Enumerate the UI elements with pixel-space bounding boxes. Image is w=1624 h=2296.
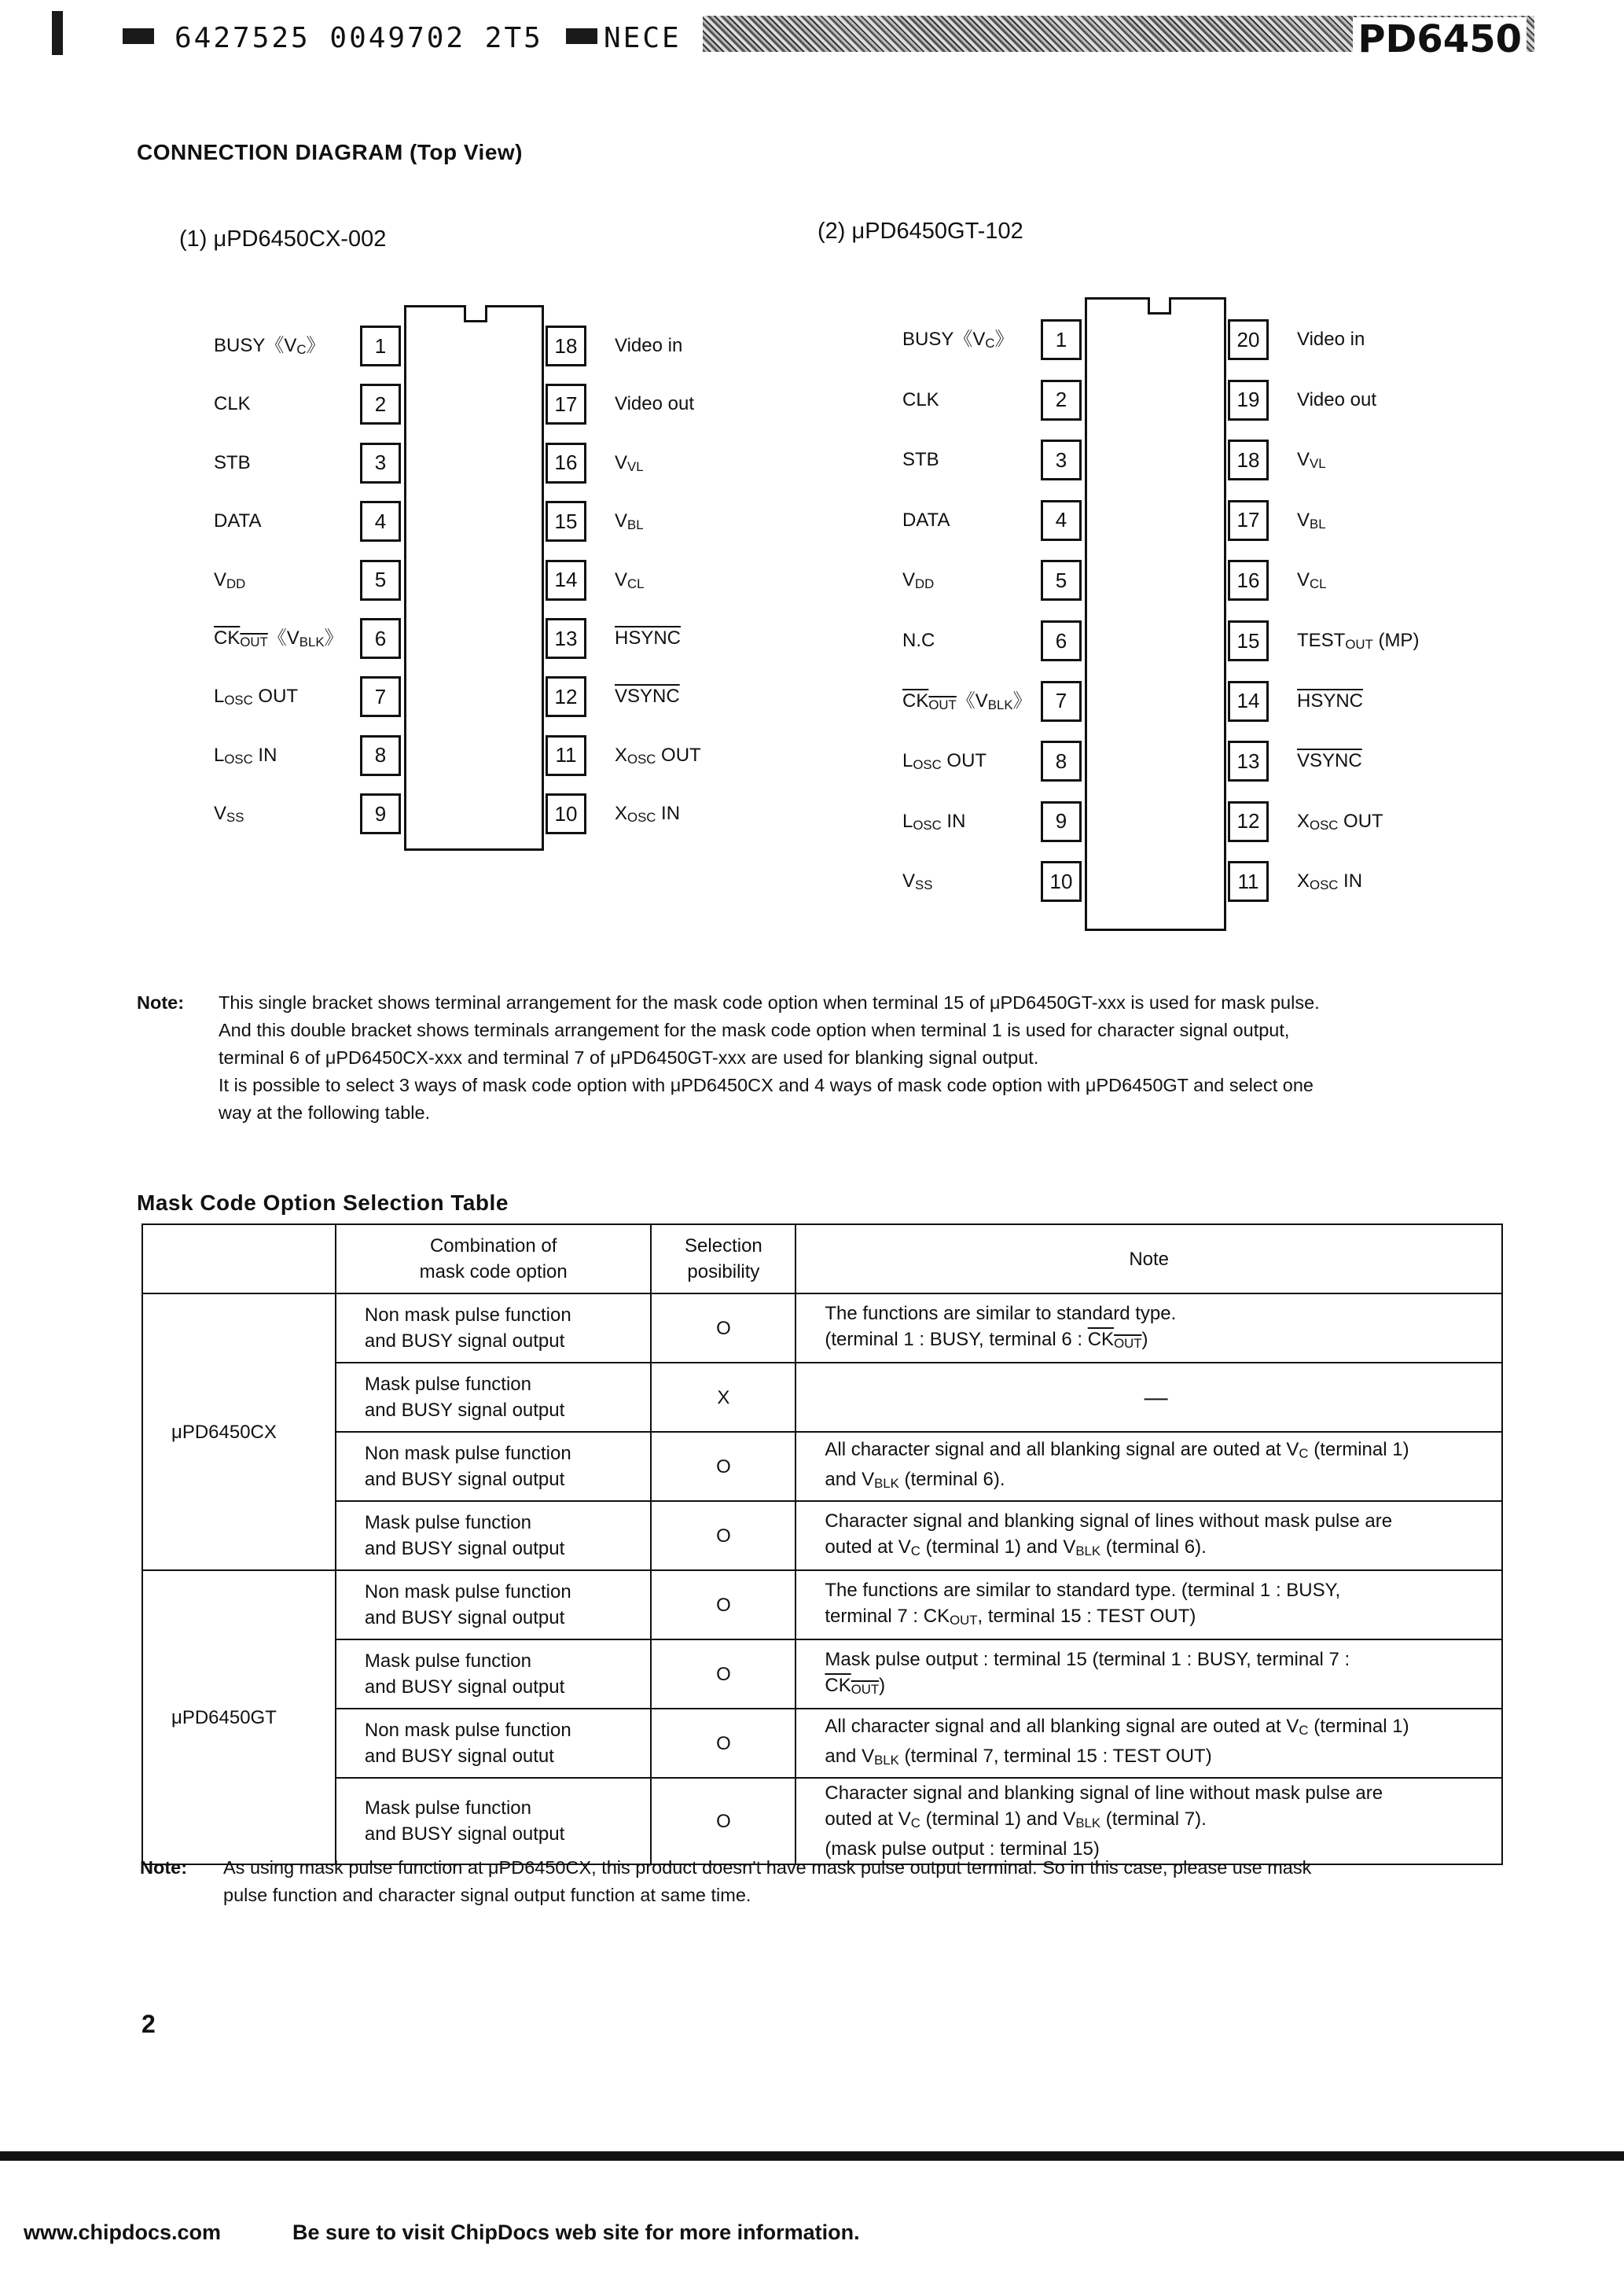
note-line: terminal 7 : $CK_{OUT}$, terminal 15 : TEST OUT) — [825, 1605, 1196, 1628]
pkg2-pin-number: 14 — [1228, 681, 1269, 722]
pkg2-pin-number: 1 — [1041, 319, 1082, 360]
note-line: (mask pulse output : terminal 15) — [825, 1838, 1100, 1860]
combination-line: Mask pulse function — [364, 1797, 531, 1819]
pkg2-pin-number: 4 — [1041, 500, 1082, 541]
section-title: CONNECTION DIAGRAM (Top View) — [137, 140, 524, 164]
pkg2-pin-label: $V_{VL}$ — [1297, 449, 1326, 472]
note-line: and $V_{BLK}$ (terminal 7, terminal 15 : TEST OUT) — [825, 1746, 1212, 1768]
pkg2-pin-number: 5 — [1041, 560, 1082, 601]
table-row — [142, 1778, 1502, 1864]
pkg1-pin-label: HSYNC — [615, 627, 682, 649]
note-cell — [795, 1293, 1502, 1363]
combination-cell — [336, 1501, 652, 1570]
table-row — [142, 1501, 1502, 1570]
selection-cell: O — [651, 1570, 795, 1639]
header-part-number: PD6450 — [1353, 17, 1527, 61]
pkg2-pin-label: $V_{SS}$ — [902, 870, 933, 893]
note-cell — [795, 1363, 1502, 1432]
pkg1-pin-number: 9 — [360, 793, 401, 834]
header-combination — [336, 1224, 652, 1293]
pkg1-pin-label: $X_{OSC}$ IN — [615, 803, 681, 826]
note1-line: terminal 6 of μPD6450CX-xxx and terminal 7 of μPD6450GT-xxx are used for blanking signal output. — [219, 1047, 1039, 1068]
header-combination-line: mask code option — [419, 1261, 568, 1282]
combination-line: and BUSY signal output — [364, 1538, 565, 1559]
combination-cell — [336, 1778, 652, 1864]
pkg1-pin-label: $CK_{OUT}$《$V_{BLK}$》 — [214, 627, 344, 649]
combination-line: Mask pulse function — [364, 1512, 531, 1533]
table-row — [142, 1639, 1502, 1709]
note1-line: And this double bracket shows terminals arrangement for the mask code option when terminal 1 is used for character signal output, — [219, 1020, 1290, 1040]
pkg1-pin-number: 5 — [360, 560, 401, 601]
pkg2-ic-notch — [1148, 297, 1171, 315]
note2 — [140, 1854, 1508, 1909]
pkg2-pin-number: 7 — [1041, 681, 1082, 722]
header-scan-noise — [703, 16, 1534, 61]
note-line: The functions are similar to standard type. — [825, 1302, 1177, 1324]
table-row — [142, 1363, 1502, 1432]
note-line: The functions are similar to standard type. (terminal 1 : BUSY, — [825, 1579, 1341, 1601]
pkg1-pin-number: 11 — [546, 735, 586, 776]
pkg1-pin-label: $L_{OSC}$ OUT — [214, 686, 299, 708]
table-row — [142, 1293, 1502, 1363]
pkg2-pin-number: 15 — [1228, 620, 1269, 661]
note-line: — — [1144, 1384, 1168, 1411]
pkg2-pin-label: HSYNC — [1297, 690, 1364, 712]
table-row — [142, 1570, 1502, 1639]
note2-body — [223, 1854, 1508, 1909]
scan-header-strip — [49, 11, 1534, 61]
pkg1-pin-label: $V_{VL}$ — [615, 451, 644, 474]
selection-cell: O — [651, 1293, 795, 1363]
combination-line: Mask pulse function — [364, 1374, 531, 1395]
note-line: $CK_{OUT}$) — [825, 1674, 886, 1697]
pkg1-pin-number: 18 — [546, 326, 586, 366]
note-line: outed at $V_C$ (terminal 1) and $V_{BLK}$ (terminal 7). — [825, 1808, 1207, 1831]
pkg1-pin-number: 7 — [360, 676, 401, 717]
header-note: Note — [795, 1224, 1502, 1293]
combination-line: and BUSY signal outut — [364, 1746, 554, 1767]
table-row — [142, 1709, 1502, 1778]
pkg2-pin-label: CLK — [902, 388, 939, 410]
pkg2-pin-number: 12 — [1228, 801, 1269, 842]
header-selection-line: Selection — [685, 1235, 762, 1257]
pkg2-pin-label: $X_{OSC}$ OUT — [1297, 810, 1383, 833]
header-blank — [142, 1224, 336, 1293]
pkg1-pin-label: VSYNC — [615, 686, 680, 708]
device-cell: μPD6450GT — [142, 1570, 336, 1864]
pkg1-pin-number: 3 — [360, 443, 401, 484]
table-title: Mask Code Option Selection Table — [137, 1190, 509, 1215]
pkg2-pin-number: 9 — [1041, 801, 1082, 842]
note1-line: It is possible to select 3 ways of mask code option with μPD6450CX and 4 ways of mask code option with μPD6450GT and select one — [219, 1075, 1314, 1095]
pkg1-pin-label: Video out — [615, 393, 694, 415]
pkg1-pin-number: 1 — [360, 326, 401, 366]
package2-title: (2) μPD6450GT-102 — [818, 219, 1023, 244]
scan-edge-mark — [52, 11, 63, 55]
pkg2-pin-number: 10 — [1041, 861, 1082, 902]
pkg1-ic-notch — [464, 305, 487, 322]
pkg2-pin-label: STB — [902, 449, 939, 471]
mask-code-table — [141, 1223, 1503, 1865]
header-code: 6427525 0049702 2T5 — [175, 22, 543, 54]
pkg2-pin-label: $CK_{OUT}$《$V_{BLK}$》 — [902, 690, 1032, 712]
pkg2-pin-number: 8 — [1041, 741, 1082, 782]
note1-label: Note: — [137, 992, 185, 1013]
note-cell — [795, 1570, 1502, 1639]
barcode-block-left — [123, 28, 154, 44]
pkg2-pin-label: VSYNC — [1297, 750, 1362, 772]
pkg2-pin-label: N.C — [902, 630, 935, 651]
pkg1-pin-label: $V_{BL}$ — [615, 510, 644, 533]
pkg1-pin-label: $V_{DD}$ — [214, 568, 246, 591]
combination-cell — [336, 1363, 652, 1432]
combination-line: and BUSY signal output — [364, 1607, 565, 1628]
pkg2-pin-number: 18 — [1228, 440, 1269, 480]
pkg2-pin-label: DATA — [902, 509, 950, 531]
combination-line: and BUSY signal output — [364, 1330, 565, 1352]
note1 — [137, 989, 1505, 1127]
note-cell — [795, 1501, 1502, 1570]
pkg2-pin-number: 11 — [1228, 861, 1269, 902]
note1-body — [219, 989, 1505, 1127]
table-body — [142, 1293, 1502, 1864]
combination-line: and BUSY signal output — [364, 1676, 565, 1698]
device-cell: μPD6450CX — [142, 1293, 336, 1570]
pkg2-pin-label: Video out — [1297, 388, 1376, 410]
combination-line: Non mask pulse function — [364, 1581, 571, 1602]
selection-cell: O — [651, 1639, 795, 1709]
note-line: Character signal and blanking signal of line without mask pulse are — [825, 1783, 1383, 1804]
footer-message: Be sure to visit ChipDocs web site for more information. — [292, 2221, 860, 2244]
note2-label: Note: — [140, 1857, 188, 1878]
table-row — [142, 1432, 1502, 1501]
pkg1-pin-label: Video in — [615, 335, 683, 356]
pkg1-pin-label: $X_{OSC}$ OUT — [615, 744, 701, 767]
table-header-row — [142, 1224, 1502, 1293]
note-cell — [795, 1432, 1502, 1501]
note-line: and $V_{BLK}$ (terminal 6). — [825, 1469, 1005, 1491]
pkg2-pin-label: $V_{DD}$ — [902, 569, 935, 592]
header-selection-line: posibility — [687, 1261, 760, 1282]
note-cell — [795, 1709, 1502, 1778]
note-line: Character signal and blanking signal of lines without mask pulse are — [825, 1510, 1393, 1532]
footer-rule — [0, 2151, 1624, 2161]
selection-cell: O — [651, 1501, 795, 1570]
combination-line: and BUSY signal output — [364, 1469, 565, 1490]
pkg2-pin-label: $V_{BL}$ — [1297, 509, 1326, 532]
pkg2-pin-number: 16 — [1228, 560, 1269, 601]
pkg2-pin-label: BUSY《$V_C$》 — [902, 329, 1014, 351]
page-number: 2 — [141, 2010, 156, 2038]
note2-line: As using mask pulse function at μPD6450CX, this product doesn't have mask pulse output terminal. So in this case, please use mask — [223, 1857, 1312, 1878]
pkg2-pin-number: 13 — [1228, 741, 1269, 782]
note1-line: way at the following table. — [219, 1102, 431, 1123]
barcode-block-right — [566, 28, 597, 44]
pkg2-pin-label: $L_{OSC}$ OUT — [902, 750, 987, 773]
pkg2-pin-label: $V_{CL}$ — [1297, 569, 1327, 592]
pkg2-pin-number: 2 — [1041, 380, 1082, 421]
header-maker: NECE — [604, 22, 682, 54]
combination-cell — [336, 1570, 652, 1639]
combination-line: and BUSY signal output — [364, 1823, 565, 1845]
header-combination-line: Combination of — [429, 1235, 557, 1257]
combination-line: Non mask pulse function — [364, 1720, 571, 1741]
pkg1-pin-number: 17 — [546, 384, 586, 425]
pkg1-pin-label: DATA — [214, 510, 262, 532]
note-cell — [795, 1639, 1502, 1709]
combination-line: Non mask pulse function — [364, 1443, 571, 1464]
combination-cell — [336, 1709, 652, 1778]
selection-cell: O — [651, 1778, 795, 1864]
header-selection — [651, 1224, 795, 1293]
pkg1-ic-body — [404, 305, 544, 851]
pkg1-pin-number: 12 — [546, 676, 586, 717]
note-line: outed at $V_C$ (terminal 1) and $V_{BLK}$ (terminal 6). — [825, 1536, 1207, 1558]
selection-cell: O — [651, 1709, 795, 1778]
combination-line: Mask pulse function — [364, 1650, 531, 1672]
note-line: (terminal 1 : BUSY, terminal 6 : $CK_{OUT}$) — [825, 1328, 1148, 1351]
pkg1-pin-label: STB — [214, 451, 251, 473]
pkg1-pin-number: 8 — [360, 735, 401, 776]
combination-cell — [336, 1432, 652, 1501]
pkg1-pin-label: $V_{SS}$ — [214, 803, 244, 826]
pkg1-pin-number: 16 — [546, 443, 586, 484]
selection-cell: X — [651, 1363, 795, 1432]
pkg1-pin-number: 14 — [546, 560, 586, 601]
note-cell — [795, 1778, 1502, 1864]
pkg2-pin-number: 6 — [1041, 620, 1082, 661]
footer-site-link[interactable]: www.chipdocs.com — [24, 2221, 222, 2244]
pkg2-pin-label: Video in — [1297, 329, 1365, 350]
pkg2-pin-label: $TEST_{OUT}$ (MP) — [1297, 630, 1420, 652]
pkg1-pin-label: $L_{OSC}$ IN — [214, 744, 277, 767]
pkg1-pin-number: 2 — [360, 384, 401, 425]
pkg1-pin-number: 4 — [360, 501, 401, 542]
pkg1-pin-label: $V_{CL}$ — [615, 568, 645, 591]
combination-line: Non mask pulse function — [364, 1304, 571, 1326]
pkg2-pin-number: 20 — [1228, 319, 1269, 360]
pkg1-pin-number: 10 — [546, 793, 586, 834]
pkg2-pin-number: 19 — [1228, 380, 1269, 421]
selection-cell: O — [651, 1432, 795, 1501]
pkg2-pin-number: 17 — [1228, 500, 1269, 541]
package1-title: (1) μPD6450CX-002 — [179, 226, 387, 252]
pkg2-pin-label: $L_{OSC}$ IN — [902, 810, 966, 833]
pkg2-pin-label: $X_{OSC}$ IN — [1297, 870, 1363, 893]
note-line: All character signal and all blanking signal are outed at $V_C$ (terminal 1) — [825, 1439, 1409, 1461]
combination-cell — [336, 1293, 652, 1363]
pkg1-pin-number: 6 — [360, 618, 401, 659]
combination-cell — [336, 1639, 652, 1709]
pkg2-ic-body — [1085, 297, 1226, 931]
pkg2-pin-number: 3 — [1041, 440, 1082, 480]
note-line: Mask pulse output : terminal 15 (terminal 1 : BUSY, terminal 7 : — [825, 1648, 1350, 1670]
pkg1-pin-label: CLK — [214, 393, 251, 415]
combination-line: and BUSY signal output — [364, 1400, 565, 1421]
pkg1-pin-number: 13 — [546, 618, 586, 659]
note2-line: pulse function and character signal output function at same time. — [223, 1885, 751, 1905]
pkg1-pin-label: BUSY《$V_C$》 — [214, 335, 325, 357]
pkg1-pin-number: 15 — [546, 501, 586, 542]
note1-line: This single bracket shows terminal arrangement for the mask code option when terminal 15 of μPD6450GT-xxx is used for mask pulse. — [219, 992, 1320, 1013]
note-line: All character signal and all blanking signal are outed at $V_C$ (terminal 1) — [825, 1716, 1409, 1738]
